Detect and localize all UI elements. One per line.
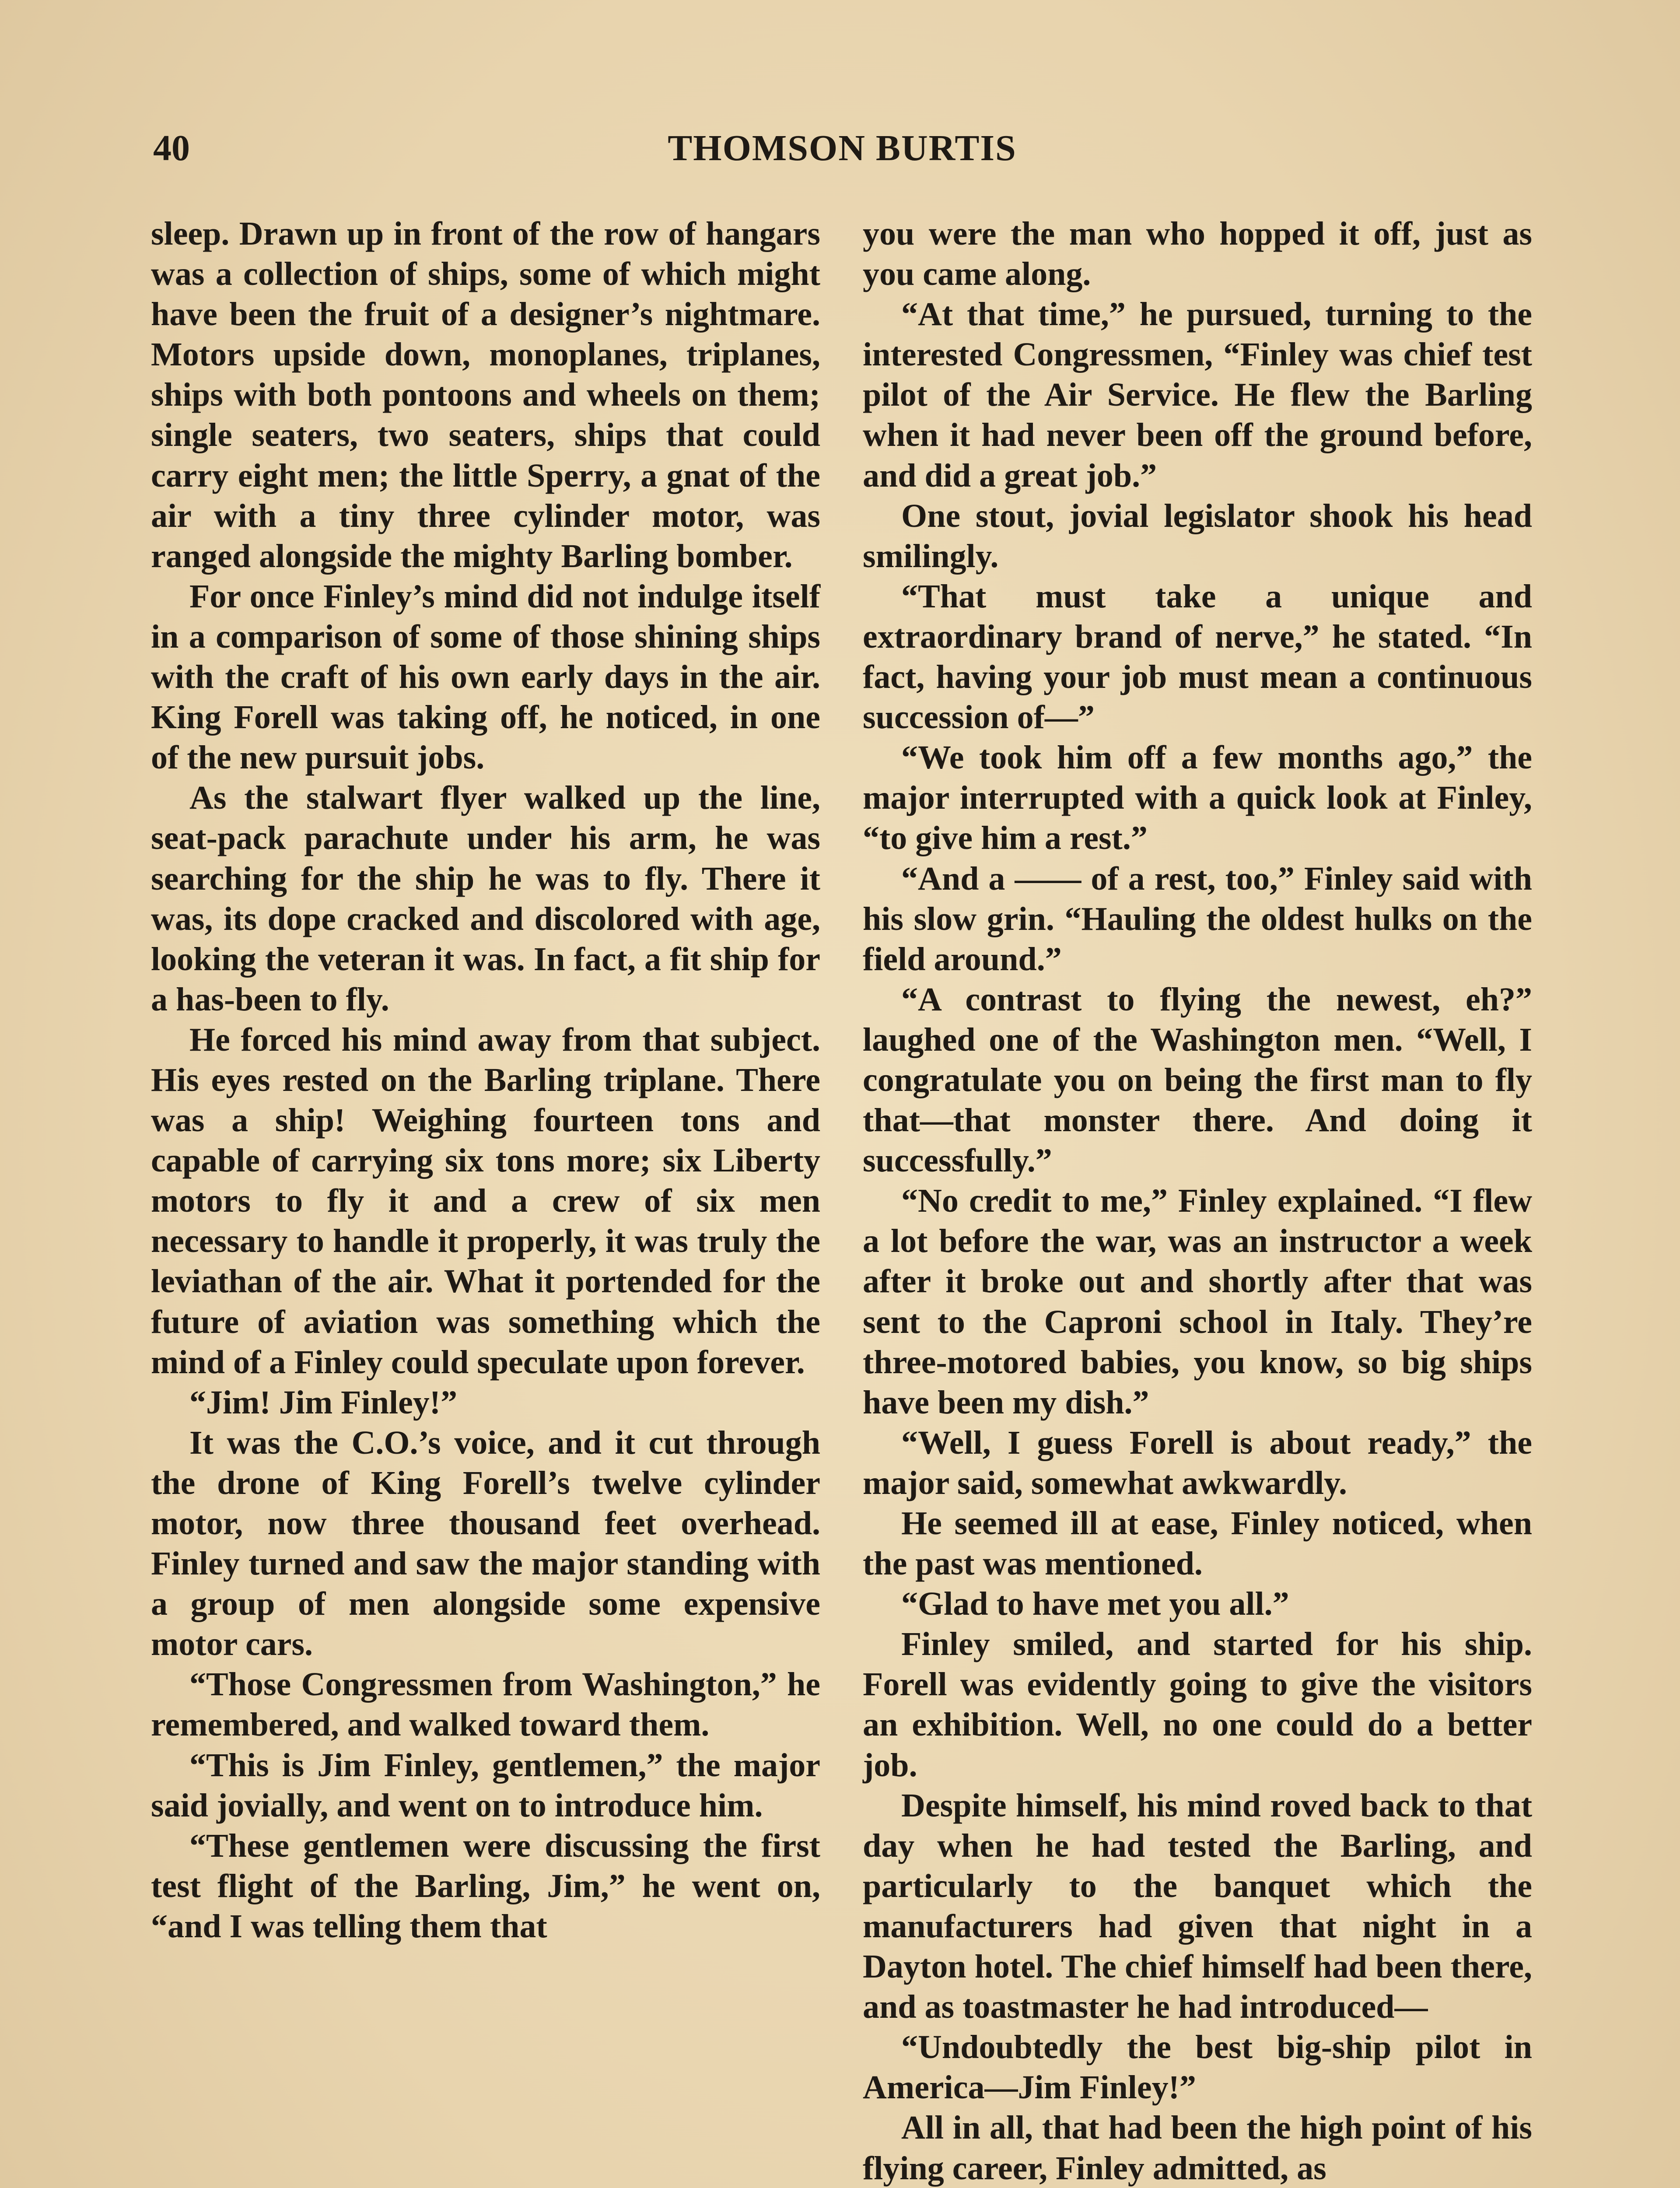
- paragraph: “Those Congressmen from Washington,” he remembered, and walked toward them.: [151, 1666, 820, 1743]
- paragraph: It was the C.O.’s voice, and it cut through the drone of King Forell’s twelve cylinder motor, now three thousand feet overhead. Finley turned and saw the major standing with a group of men alongside some expensive motor cars.: [151, 1424, 820, 1663]
- paragraph: “A contrast to flying the newest, eh?” laughed one of the Washington men. “Well, I congratulate you on being the first man to fly that—that monster there. And doing it successfully.”: [863, 981, 1532, 1179]
- paragraph: “No credit to me,” Finley explained. “I flew a lot before the war, was an instructor a week after it broke out and shortly after that was sent to the Caproni school in Italy. They’re three-motored babies, you know, so big ships have been my dish.”: [863, 1182, 1532, 1421]
- paragraph: “Well, I guess Forell is about ready,” the major said, somewhat awkwardly.: [863, 1424, 1532, 1501]
- paragraph: “Undoubtedly the best big-ship pilot in America—Jim Finley!”: [863, 2029, 1532, 2106]
- paragraph: you were the man who hopped it off, just as you came along.: [863, 215, 1532, 293]
- paragraph: “And a —— of a rest, too,” Finley said with his slow grin. “Hauling the oldest hulks on the field around.”: [863, 860, 1532, 978]
- paragraph: “We took him off a few months ago,” the major interrupted with a quick look at Finley, “to give him a rest.”: [863, 739, 1532, 857]
- paragraph: sleep. Drawn up in front of the row of hangars was a collection of ships, some of which might have been the fruit of a designer’s nightmare. Motors upside down, monoplanes, triplanes, ships with both pontoons and wheels on them; single seaters, two seaters, ships that could carry eight men; the little Sperry, a gnat of the air with a tiny three cylinder motor, was ranged alongside the mighty Barling bomber.: [151, 215, 820, 575]
- paragraph: “At that time,” he pursued, turning to the interested Congressmen, “Finley was chief test pilot of the Air Service. He flew the Barling when it had never been off the ground before, and did a great job.”: [863, 296, 1532, 494]
- running-title: THOMSON BURTIS: [668, 128, 1017, 168]
- paragraph: “That must take a unique and extraordinary brand of nerve,” he stated. “In fact, having your job must mean a continuous succession of—”: [863, 578, 1532, 736]
- paragraph: Despite himself, his mind roved back to that day when he had tested the Barling, and particularly to the banquet which the manufacturers had given that night in a Dayton hotel. The chief himself had been there, and as toastmaster he had introduced—: [863, 1787, 1532, 2026]
- paragraph: As the stalwart flyer walked up the line, seat-pack parachute under his arm, he was searching for the ship he was to fly. There it was, its dope cracked and discolored with age, looking the veteran it was. In fact, a fit ship for a has-been to fly.: [151, 779, 820, 1018]
- running-head: [153, 127, 1531, 184]
- paragraph: “Jim! Jim Finley!”: [189, 1384, 458, 1421]
- right-column: [863, 214, 1532, 2188]
- paragraph: “This is Jim Finley, gentlemen,” the major said jovially, and went on to introduce him.: [151, 1746, 820, 1824]
- left-column: [151, 214, 820, 1946]
- paragraph: He forced his mind away from that subject. His eyes rested on the Barling triplane. There was a ship! Weighing fourteen tons and capable of carrying six tons more; six Liberty motors to fly it and a crew of six men necessary to handle it properly, it was truly the leviathan of the air. What it portended for the future of aviation was something which the mind of a Finley could speculate upon forever.: [151, 1021, 820, 1381]
- paragraph: “Glad to have met you all.”: [901, 1585, 1289, 1623]
- paragraph: “These gentlemen were discussing the first test flight of the Barling, Jim,” he went on, “and I was telling them that: [151, 1827, 820, 1945]
- paragraph: For once Finley’s mind did not indulge itself in a comparison of some of those shining ships with the craft of his own early days in the air. King Forell was taking off, he noticed, in one of the new pursuit jobs.: [151, 578, 820, 776]
- paragraph: All in all, that had been the high point of his flying career, Finley admitted, as: [863, 2109, 1532, 2187]
- paragraph: He seemed ill at ease, Finley noticed, when the past was mentioned.: [863, 1505, 1532, 1582]
- page-number: 40: [153, 128, 190, 168]
- paragraph: Finley smiled, and started for his ship. Forell was evidently going to give the visitors an exhibition. Well, no one could do a better job.: [863, 1626, 1532, 1784]
- paragraph: One stout, jovial legislator shook his head smilingly.: [863, 497, 1532, 575]
